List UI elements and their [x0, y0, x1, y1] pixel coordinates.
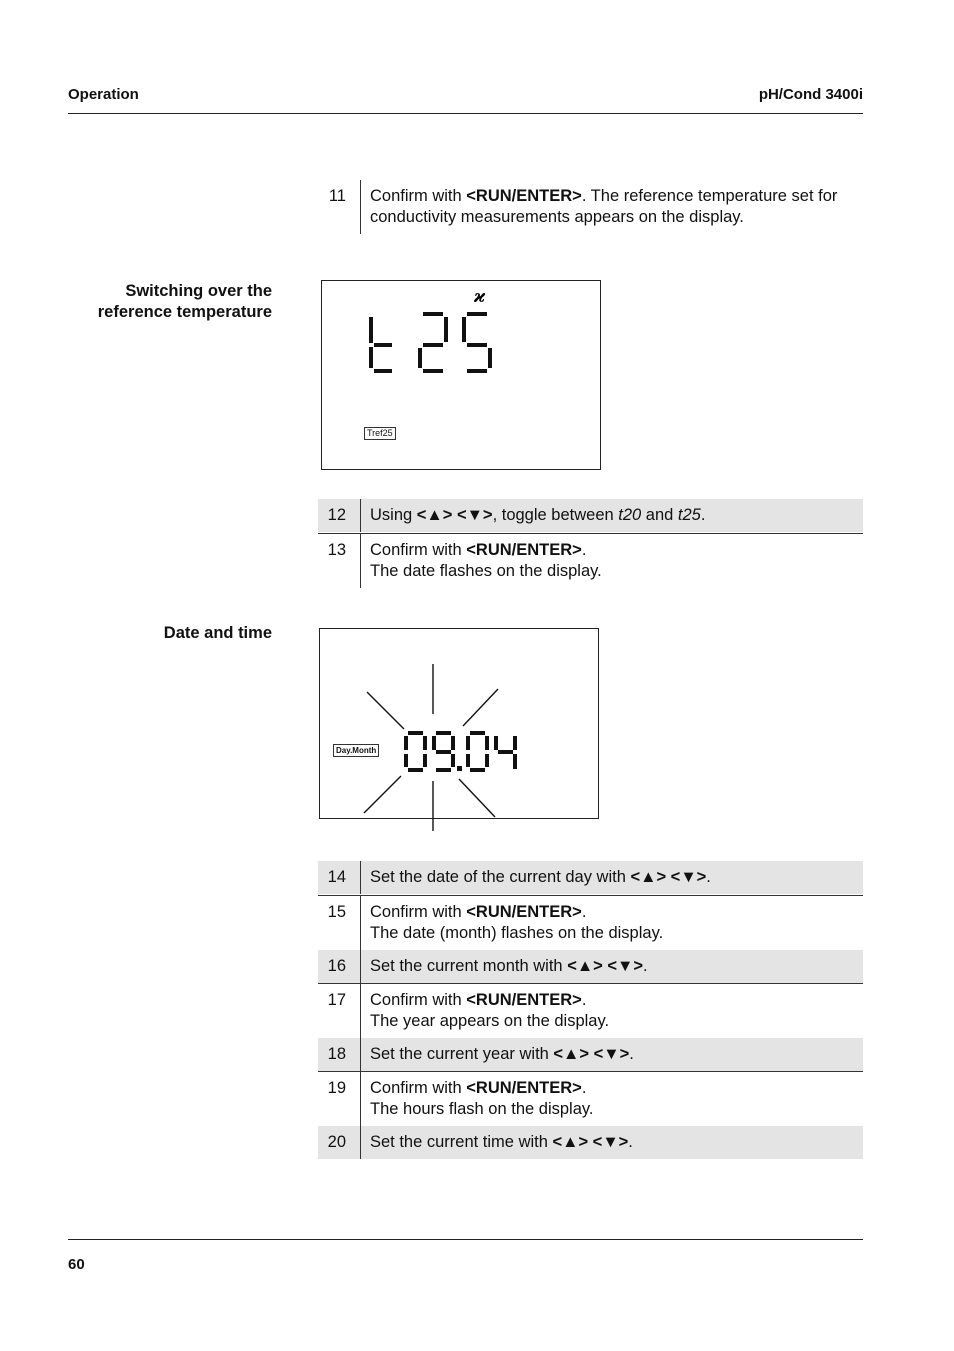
key-name: <RUN/ENTER>: [466, 541, 582, 559]
step-text-part: Set the current year with: [370, 1045, 554, 1063]
step-text-part: .: [581, 991, 587, 1009]
step-text-part: .: [581, 1079, 587, 1097]
header-product-name: pH/Cond 3400i: [758, 86, 863, 103]
section-label-switching: [98, 281, 272, 323]
step-19: [318, 1072, 863, 1126]
step-text-part: .: [628, 1133, 633, 1151]
key-name: <RUN/ENTER>: [466, 187, 582, 205]
step-text-part: . The reference temperature set for conductivity measurements appears on the display.: [370, 187, 838, 226]
footer-rule: [68, 1239, 863, 1240]
key-name: <RUN/ENTER>: [466, 1079, 582, 1097]
step-number: 14: [318, 861, 361, 894]
step-text: [361, 861, 863, 894]
arrow-keys: <▲> <▼>: [567, 957, 643, 975]
step-text-part: .: [629, 1045, 634, 1063]
step-number: 15: [318, 896, 361, 950]
day-month-indicator: Day.Month: [333, 744, 379, 757]
step-text-part: and: [641, 506, 678, 524]
step-number: 18: [318, 1038, 361, 1071]
step-20: [318, 1126, 863, 1159]
step-18: [318, 1038, 863, 1071]
step-text-part: , toggle between: [492, 506, 619, 524]
step-14: [318, 861, 863, 894]
step-text-part: Confirm with: [370, 991, 467, 1009]
step-number: 13: [318, 534, 361, 588]
header-rule: [68, 113, 863, 114]
option-t25: t25: [677, 506, 701, 524]
step-11: [318, 180, 863, 234]
arrow-keys: <▲> <▼>: [416, 506, 493, 524]
step-text: [361, 1126, 863, 1159]
step-text-part: Confirm with: [370, 187, 467, 205]
key-name: <RUN/ENTER>: [466, 903, 582, 921]
step-text: [361, 499, 863, 532]
step-text-part: The hours flash on the display.: [370, 1100, 594, 1118]
lcd-display-reference-temp: [321, 280, 601, 470]
section-label-line: reference temperature: [97, 303, 272, 321]
arrow-keys: <▲> <▼>: [552, 1133, 629, 1151]
section-label-date-time: Date and time: [163, 624, 272, 642]
step-number: 16: [318, 950, 361, 983]
step-text: [361, 950, 863, 983]
step-text-part: Confirm with: [370, 1079, 467, 1097]
step-text-part: Confirm with: [370, 541, 467, 559]
lcd-display-date: [319, 628, 599, 819]
step-text-part: Using: [370, 506, 417, 524]
step-number: 12: [318, 499, 361, 532]
arrow-keys: <▲> <▼>: [553, 1045, 630, 1063]
step-text-part: Set the current month with: [370, 957, 568, 975]
lcd-digits-date: [320, 629, 598, 829]
step-text: [361, 1038, 863, 1071]
step-text-part: .: [706, 868, 711, 886]
arrow-keys: <▲> <▼>: [630, 868, 707, 886]
step-13: [318, 534, 863, 588]
step-16: [318, 950, 863, 983]
step-text: [361, 984, 863, 1038]
flash-rays-icon: [364, 664, 498, 831]
step-text: [361, 180, 863, 234]
step-text-part: Set the current time with: [370, 1133, 553, 1151]
option-t20: t20: [618, 506, 642, 524]
step-text-part: .: [642, 957, 648, 975]
step-text-part: .: [581, 541, 587, 559]
step-number: 19: [318, 1072, 361, 1126]
step-text: [361, 1072, 863, 1126]
step-text-part: The date (month) flashes on the display.: [370, 924, 664, 942]
page-number: 60: [68, 1256, 85, 1273]
step-text-part: The year appears on the display.: [370, 1012, 610, 1030]
tref25-indicator: Tref25: [364, 427, 396, 440]
step-12: [318, 499, 863, 532]
header-section-title: Operation: [68, 86, 139, 103]
key-name: <RUN/ENTER>: [466, 991, 582, 1009]
step-text-part: Set the date of the current day with: [370, 868, 631, 886]
section-label-line: Switching over the: [125, 282, 272, 300]
step-text-part: .: [581, 903, 587, 921]
step-text: [361, 896, 863, 950]
lcd-digits-t25: [322, 281, 600, 469]
decimal-point: [457, 766, 462, 771]
step-number: 11: [318, 180, 361, 234]
step-15: [318, 896, 863, 950]
step-number: 17: [318, 984, 361, 1038]
step-text-part: .: [700, 506, 706, 524]
step-text-part: Confirm with: [370, 903, 467, 921]
conductivity-symbol-icon: ϰ: [474, 287, 486, 307]
step-text: [361, 534, 863, 588]
step-17: [318, 984, 863, 1038]
step-text-part: The date flashes on the display.: [370, 562, 602, 580]
step-number: 20: [318, 1126, 361, 1159]
